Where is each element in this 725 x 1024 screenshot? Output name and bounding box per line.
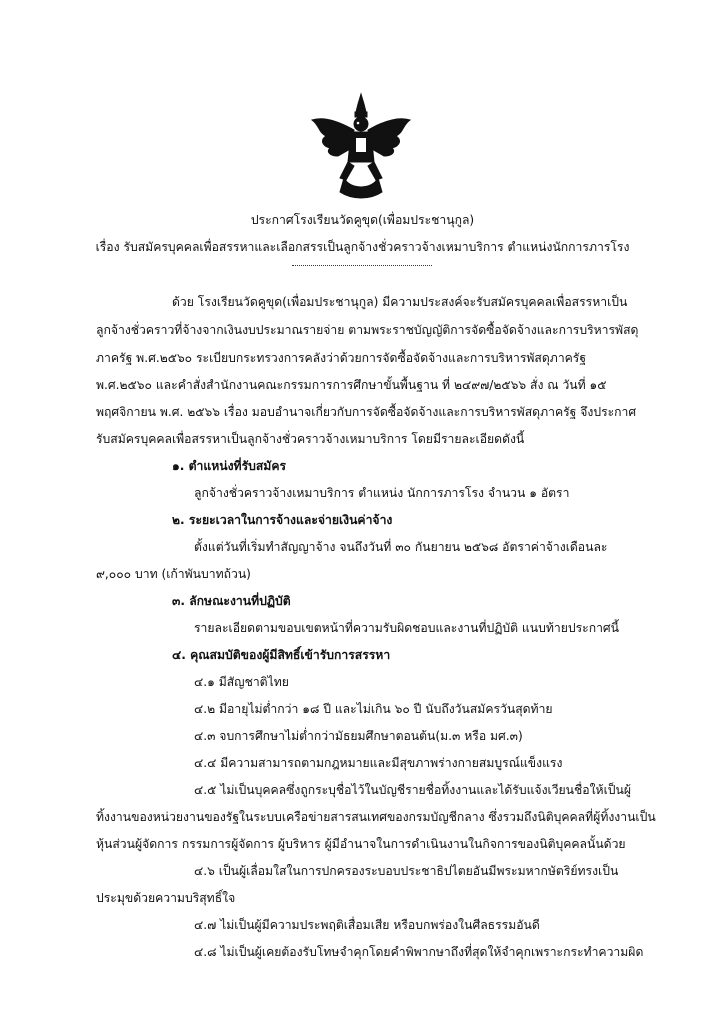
intro-line-6: รับสมัครบุคคลเพื่อสรรหาเป็นลูกจ้างชั่วคราวจ้างเหมาบริการ โดยมีรายละเอียดดังนี้ — [96, 432, 525, 446]
qualification-4-3: ๔.๓ จบการศึกษาไม่ต่ำกว่ามัธยมศึกษาตอนต้น(ม.๓ หรือ มศ.๓) — [194, 729, 523, 743]
section-1-text: ลูกจ้างชั่วคราวจ้างเหมาบริการ ตำแหน่ง นักการภารโรง จำนวน ๑ อัตรา — [194, 486, 570, 500]
qualification-4-5-line-3: หุ้นส่วนผู้จัดการ กรรมการผู้จัดการ ผู้บริหาร ผู้มีอำนาจในการดำเนินงานในกิจการของนิติบุคคลนั้นด้วย — [96, 837, 626, 851]
intro-line-3: ภาครัฐ พ.ศ.๒๕๖๐ ระเบียบกระทรวงการคลังว่าด้วยการจัดซื้อจัดจ้างและการบริหารพัสดุภาครัฐ — [96, 351, 587, 365]
section-2-text-2: ๙,๐๐๐ บาท (เก้าพันบาทถ้วน) — [96, 567, 251, 581]
section-3-text: รายละเอียดตามขอบเขตหน้าที่ความรับผิดชอบและงานที่ปฏิบัติ แนบท้ายประกาศนี้ — [194, 621, 619, 635]
announcement-subject: เรื่อง รับสมัครบุคคลเพื่อสรรหาและเลือกสรรเป็นลูกจ้างชั่วคราวจ้างเหมาบริการ ตำแหน่งนักการภารโรง — [95, 240, 630, 254]
intro-line-2: ลูกจ้างชั่วคราวที่จ้างจากเงินงบประมาณรายจ่าย ตามพระราชบัญญัติการจัดซื้อจัดจ้างและการบริหารพัสดุ — [96, 323, 639, 337]
qualification-4-5-line-1: ๔.๕ ไม่เป็นบุคคลซึ่งถูกระบุชื่อไว้ในบัญชีรายชื่อทิ้งงานและได้รับแจ้งเวียนชื่อให้เป็นผู้ — [194, 783, 631, 797]
qualification-4-8: ๔.๘ ไม่เป็นผู้เคยต้องรับโทษจำคุกโดยคำพิพากษาถึงที่สุดให้จำคุกเพราะกระทำความผิด — [194, 945, 644, 959]
qualification-4-6-line-2: ประมุขด้วยความบริสุทธิ์ใจ — [96, 891, 236, 905]
qualification-4-7: ๔.๗ ไม่เป็นผู้มีความประพฤติเสื่อมเสีย หรือบกพร่องในศีลธรรมอันดี — [194, 918, 540, 932]
qualification-4-2: ๔.๒ มีอายุไม่ต่ำกว่า ๑๘ ปี และไม่เกิน ๖๐ ปี นับถึงวันสมัครวันสุดท้าย — [194, 702, 553, 716]
garuda-emblem-icon — [310, 92, 412, 202]
qualification-4-6-line-1: ๔.๖ เป็นผู้เลื่อมใสในการปกครองระบอบประชาธิปไตยอันมีพระมหากษัตริย์ทรงเป็น — [194, 864, 619, 878]
intro-line-1: ด้วย โรงเรียนวัดคูขุด(เพื่อมประชานุกูล) มีความประสงค์จะรับสมัครบุคคลเพื่อสรรหาเป็น — [172, 295, 628, 309]
dotted-separator — [292, 265, 432, 266]
qualification-4-5-line-2: ทิ้งงานของหน่วยงานของรัฐในระบบเครือข่ายสารสนเทศของกรมบัญชีกลาง ซึ่งรวมถึงนิติบุคคลที่ผู้ทิ้งงานเป็น — [96, 810, 656, 824]
announcement-title: ประกาศโรงเรียนวัดคูขุด(เพื่อมประชานุกูล) — [250, 213, 475, 227]
section-2-heading: ๒. ระยะเวลาในการจ้างและจ่ายเงินค่าจ้าง — [172, 513, 393, 527]
qualification-4-4: ๔.๔ มีความสามารถตามกฎหมายและมีสุขภาพร่างกายสมบูรณ์แข็งแรง — [194, 756, 563, 770]
intro-line-5: พฤศจิกายน พ.ศ. ๒๕๖๖ เรื่อง มอบอำนาจเกี่ยวกับการจัดซื้อจัดจ้างและการบริหารพัสดุภาครัฐ จึงประกาศ — [96, 405, 637, 419]
section-4-heading: ๔. คุณสมบัติของผู้มีสิทธิ์เข้ารับการสรรหา — [172, 648, 391, 662]
qualification-4-1: ๔.๑ มีสัญชาติไทย — [194, 675, 289, 689]
section-2-text-1: ตั้งแต่วันที่เริ่มทำสัญญาจ้าง จนถึงวันที่ ๓๐ กันยายน ๒๕๖๘ อัตราค่าจ้างเดือนละ — [194, 540, 608, 554]
intro-line-4: พ.ศ.๒๕๖๐ และคำสั่งสำนักงานคณะกรรมการการศึกษาขั้นพื้นฐาน ที่ ๒๔๙๗/๒๕๖๖ สั่ง ณ วันที่ ๑๕ — [96, 378, 607, 392]
section-3-heading: ๓. ลักษณะงานที่ปฏิบัติ — [172, 594, 291, 608]
section-1-heading: ๑. ตำแหน่งที่รับสมัคร — [172, 459, 287, 473]
